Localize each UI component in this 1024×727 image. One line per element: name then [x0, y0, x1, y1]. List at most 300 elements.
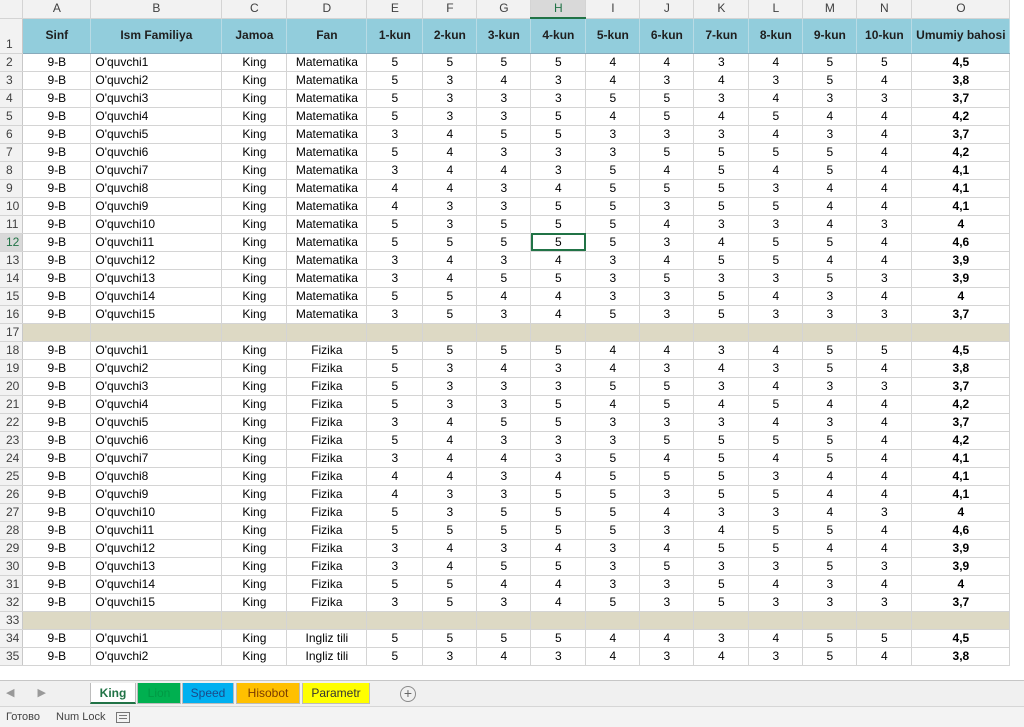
- grid-cell[interactable]: 5: [531, 269, 586, 287]
- total-score-cell[interactable]: 4,5: [912, 53, 1010, 71]
- column-title-cell[interactable]: 8-kun: [749, 18, 803, 53]
- grid-cell[interactable]: 4: [694, 521, 749, 539]
- total-score-cell[interactable]: 3,8: [912, 71, 1010, 89]
- total-score-cell[interactable]: 3,7: [912, 125, 1010, 143]
- grid-cell[interactable]: 5: [586, 449, 640, 467]
- grid-cell[interactable]: 3: [694, 413, 749, 431]
- grid-cell[interactable]: 4: [749, 287, 803, 305]
- grid-cell[interactable]: 3: [531, 89, 586, 107]
- grid-cell[interactable]: 5: [694, 431, 749, 449]
- grid-cell[interactable]: 5: [423, 593, 477, 611]
- grid-cell[interactable]: 3: [857, 215, 912, 233]
- grid-cell[interactable]: King: [222, 233, 287, 251]
- grid-cell[interactable]: Fizika: [287, 449, 367, 467]
- grid-cell[interactable]: King: [222, 89, 287, 107]
- grid-cell[interactable]: 5: [423, 233, 477, 251]
- grid-cell[interactable]: 4: [857, 647, 912, 665]
- grid-cell[interactable]: King: [222, 287, 287, 305]
- separator-cell[interactable]: [640, 323, 694, 341]
- total-score-cell[interactable]: 4: [912, 287, 1010, 305]
- row-header[interactable]: 6: [0, 125, 23, 143]
- column-header[interactable]: B: [91, 0, 222, 18]
- grid-cell[interactable]: 9-B: [23, 143, 91, 161]
- separator-cell[interactable]: [586, 611, 640, 629]
- grid-cell[interactable]: 5: [531, 215, 586, 233]
- column-header[interactable]: G: [477, 0, 531, 18]
- total-score-cell[interactable]: 3,7: [912, 377, 1010, 395]
- total-score-cell[interactable]: 3,9: [912, 269, 1010, 287]
- grid-cell[interactable]: 3: [477, 143, 531, 161]
- grid-cell[interactable]: Matematika: [287, 251, 367, 269]
- grid-cell[interactable]: 3: [586, 539, 640, 557]
- grid-cell[interactable]: 4: [857, 431, 912, 449]
- grid-cell[interactable]: Matematika: [287, 107, 367, 125]
- grid-cell[interactable]: 5: [531, 629, 586, 647]
- grid-cell[interactable]: 5: [367, 431, 423, 449]
- student-name-cell[interactable]: O'quvchi6: [91, 143, 222, 161]
- grid-cell[interactable]: 4: [857, 575, 912, 593]
- column-title-cell[interactable]: 9-kun: [803, 18, 857, 53]
- grid-cell[interactable]: 4: [749, 341, 803, 359]
- grid-cell[interactable]: 3: [694, 341, 749, 359]
- student-name-cell[interactable]: O'quvchi2: [91, 71, 222, 89]
- grid-cell[interactable]: King: [222, 395, 287, 413]
- student-name-cell[interactable]: O'quvchi5: [91, 413, 222, 431]
- grid-cell[interactable]: 5: [694, 575, 749, 593]
- separator-cell[interactable]: [803, 611, 857, 629]
- grid-cell[interactable]: 4: [531, 179, 586, 197]
- grid-cell[interactable]: 3: [803, 593, 857, 611]
- grid-cell[interactable]: 3: [640, 233, 694, 251]
- grid-cell[interactable]: 5: [367, 143, 423, 161]
- grid-cell[interactable]: 5: [694, 197, 749, 215]
- student-name-cell[interactable]: O'quvchi1: [91, 629, 222, 647]
- grid-cell[interactable]: 3: [640, 521, 694, 539]
- column-header[interactable]: O: [912, 0, 1010, 18]
- separator-cell[interactable]: [222, 611, 287, 629]
- separator-cell[interactable]: [91, 323, 222, 341]
- grid-cell[interactable]: 9-B: [23, 107, 91, 125]
- grid-cell[interactable]: Matematika: [287, 179, 367, 197]
- column-title-cell[interactable]: 5-kun: [586, 18, 640, 53]
- row-header[interactable]: 30: [0, 557, 23, 575]
- grid-cell[interactable]: 5: [803, 359, 857, 377]
- grid-cell[interactable]: King: [222, 125, 287, 143]
- student-name-cell[interactable]: O'quvchi8: [91, 467, 222, 485]
- grid-cell[interactable]: 3: [803, 377, 857, 395]
- column-header[interactable]: D: [287, 0, 367, 18]
- total-score-cell[interactable]: 4,2: [912, 107, 1010, 125]
- separator-cell[interactable]: [912, 611, 1010, 629]
- grid-cell[interactable]: 5: [694, 179, 749, 197]
- grid-cell[interactable]: 4: [803, 251, 857, 269]
- grid-cell[interactable]: 9-B: [23, 575, 91, 593]
- student-name-cell[interactable]: O'quvchi4: [91, 395, 222, 413]
- grid-cell[interactable]: 3: [694, 269, 749, 287]
- grid-cell[interactable]: 4: [857, 413, 912, 431]
- row-header[interactable]: 11: [0, 215, 23, 233]
- grid-cell[interactable]: Matematika: [287, 197, 367, 215]
- grid-cell[interactable]: 5: [640, 143, 694, 161]
- grid-cell[interactable]: 5: [749, 233, 803, 251]
- grid-cell[interactable]: 4: [749, 53, 803, 71]
- grid-cell[interactable]: Fizika: [287, 341, 367, 359]
- grid-cell[interactable]: 4: [803, 539, 857, 557]
- row-header[interactable]: 12: [0, 233, 23, 251]
- grid-cell[interactable]: 9-B: [23, 395, 91, 413]
- grid-cell[interactable]: 5: [477, 503, 531, 521]
- grid-cell[interactable]: 3: [477, 377, 531, 395]
- grid-cell[interactable]: Ingliz tili: [287, 629, 367, 647]
- grid-cell[interactable]: 9-B: [23, 125, 91, 143]
- grid-cell[interactable]: 5: [749, 395, 803, 413]
- row-header[interactable]: 7: [0, 143, 23, 161]
- grid-cell[interactable]: 4: [694, 71, 749, 89]
- grid-cell[interactable]: 4: [694, 359, 749, 377]
- grid-cell[interactable]: 5: [694, 143, 749, 161]
- total-score-cell[interactable]: 4,5: [912, 629, 1010, 647]
- row-header[interactable]: 3: [0, 71, 23, 89]
- grid-cell[interactable]: 5: [531, 503, 586, 521]
- grid-cell[interactable]: King: [222, 305, 287, 323]
- grid-cell[interactable]: King: [222, 53, 287, 71]
- grid-cell[interactable]: 5: [640, 557, 694, 575]
- grid-cell[interactable]: 4: [367, 467, 423, 485]
- grid-cell[interactable]: 3: [640, 125, 694, 143]
- grid-cell[interactable]: 4: [640, 215, 694, 233]
- grid-cell[interactable]: 5: [477, 125, 531, 143]
- grid-cell[interactable]: 4: [640, 161, 694, 179]
- grid-cell[interactable]: King: [222, 269, 287, 287]
- grid-cell[interactable]: 4: [477, 161, 531, 179]
- grid-cell[interactable]: 4: [477, 287, 531, 305]
- grid-cell[interactable]: 5: [803, 629, 857, 647]
- grid-cell[interactable]: 4: [803, 485, 857, 503]
- grid-cell[interactable]: 4: [749, 377, 803, 395]
- grid-cell[interactable]: King: [222, 251, 287, 269]
- grid-cell[interactable]: 5: [477, 53, 531, 71]
- grid-cell[interactable]: 4: [477, 71, 531, 89]
- grid-cell[interactable]: 3: [423, 107, 477, 125]
- grid-cell[interactable]: 3: [749, 503, 803, 521]
- grid-cell[interactable]: 5: [367, 359, 423, 377]
- total-score-cell[interactable]: 3,7: [912, 593, 1010, 611]
- grid-cell[interactable]: 3: [586, 251, 640, 269]
- grid-cell[interactable]: 3: [857, 557, 912, 575]
- grid-cell[interactable]: 5: [803, 521, 857, 539]
- grid-cell[interactable]: 5: [640, 107, 694, 125]
- row-header[interactable]: 10: [0, 197, 23, 215]
- total-score-cell[interactable]: 3,8: [912, 647, 1010, 665]
- separator-cell[interactable]: [749, 323, 803, 341]
- grid-cell[interactable]: 5: [423, 629, 477, 647]
- grid-cell[interactable]: 3: [694, 629, 749, 647]
- grid-cell[interactable]: Fizika: [287, 557, 367, 575]
- row-header[interactable]: 23: [0, 431, 23, 449]
- grid-cell[interactable]: 5: [531, 341, 586, 359]
- grid-cell[interactable]: 5: [367, 647, 423, 665]
- grid-cell[interactable]: 3: [423, 71, 477, 89]
- grid-cell[interactable]: Matematika: [287, 161, 367, 179]
- grid-cell[interactable]: 3: [477, 305, 531, 323]
- grid-cell[interactable]: Fizika: [287, 521, 367, 539]
- grid-cell[interactable]: 4: [586, 395, 640, 413]
- grid-cell[interactable]: 4: [477, 575, 531, 593]
- grid-cell[interactable]: 3: [367, 125, 423, 143]
- grid-cell[interactable]: 3: [803, 89, 857, 107]
- row-header[interactable]: 22: [0, 413, 23, 431]
- grid-cell[interactable]: 4: [857, 197, 912, 215]
- column-header[interactable]: M: [803, 0, 857, 18]
- grid-cell[interactable]: 4: [749, 89, 803, 107]
- total-score-cell[interactable]: 4,2: [912, 395, 1010, 413]
- grid-cell[interactable]: 4: [531, 539, 586, 557]
- grid-cell[interactable]: 3: [477, 485, 531, 503]
- grid-cell[interactable]: 3: [749, 269, 803, 287]
- student-name-cell[interactable]: O'quvchi13: [91, 557, 222, 575]
- grid-cell[interactable]: 5: [367, 89, 423, 107]
- grid-cell[interactable]: 4: [423, 179, 477, 197]
- grid-cell[interactable]: 5: [586, 89, 640, 107]
- grid-cell[interactable]: 9-B: [23, 521, 91, 539]
- grid-cell[interactable]: 4: [531, 251, 586, 269]
- grid-cell[interactable]: 3: [477, 197, 531, 215]
- grid-cell[interactable]: 3: [640, 593, 694, 611]
- grid-cell[interactable]: 4: [694, 233, 749, 251]
- total-score-cell[interactable]: 3,7: [912, 305, 1010, 323]
- grid-cell[interactable]: 5: [640, 89, 694, 107]
- grid-cell[interactable]: 5: [694, 251, 749, 269]
- grid-cell[interactable]: 9-B: [23, 269, 91, 287]
- grid-cell[interactable]: 9-B: [23, 449, 91, 467]
- total-score-cell[interactable]: 4,1: [912, 485, 1010, 503]
- grid-cell[interactable]: King: [222, 71, 287, 89]
- total-score-cell[interactable]: 4,1: [912, 197, 1010, 215]
- grid-cell[interactable]: 4: [857, 107, 912, 125]
- grid-cell[interactable]: 3: [694, 125, 749, 143]
- row-header[interactable]: 24: [0, 449, 23, 467]
- grid-cell[interactable]: 9-B: [23, 467, 91, 485]
- grid-cell[interactable]: Matematika: [287, 269, 367, 287]
- grid-cell[interactable]: 4: [531, 593, 586, 611]
- grid-cell[interactable]: 5: [477, 557, 531, 575]
- separator-cell[interactable]: [586, 323, 640, 341]
- grid-cell[interactable]: 9-B: [23, 647, 91, 665]
- grid-cell[interactable]: 9-B: [23, 179, 91, 197]
- grid-cell[interactable]: 3: [694, 377, 749, 395]
- student-name-cell[interactable]: O'quvchi9: [91, 197, 222, 215]
- separator-cell[interactable]: [803, 323, 857, 341]
- grid-cell[interactable]: 5: [586, 197, 640, 215]
- grid-cell[interactable]: 3: [803, 287, 857, 305]
- row-header[interactable]: 16: [0, 305, 23, 323]
- grid-cell[interactable]: 4: [423, 161, 477, 179]
- grid-cell[interactable]: 5: [586, 503, 640, 521]
- column-header[interactable]: F: [423, 0, 477, 18]
- column-title-cell[interactable]: 6-kun: [640, 18, 694, 53]
- select-all-corner[interactable]: [0, 0, 23, 18]
- total-score-cell[interactable]: 4: [912, 575, 1010, 593]
- grid-cell[interactable]: 3: [477, 431, 531, 449]
- student-name-cell[interactable]: O'quvchi12: [91, 539, 222, 557]
- grid-cell[interactable]: King: [222, 467, 287, 485]
- grid-cell[interactable]: 9-B: [23, 197, 91, 215]
- grid-cell[interactable]: 3: [477, 179, 531, 197]
- grid-cell[interactable]: 3: [367, 269, 423, 287]
- grid-cell[interactable]: 3: [857, 503, 912, 521]
- grid-cell[interactable]: 4: [423, 269, 477, 287]
- grid-cell[interactable]: King: [222, 431, 287, 449]
- grid-cell[interactable]: 5: [803, 143, 857, 161]
- grid-cell[interactable]: 3: [423, 377, 477, 395]
- grid-cell[interactable]: 5: [367, 521, 423, 539]
- grid-cell[interactable]: 9-B: [23, 413, 91, 431]
- grid-cell[interactable]: 3: [640, 287, 694, 305]
- separator-cell[interactable]: [91, 611, 222, 629]
- grid-cell[interactable]: King: [222, 107, 287, 125]
- grid-cell[interactable]: Matematika: [287, 287, 367, 305]
- grid-cell[interactable]: 9-B: [23, 341, 91, 359]
- separator-cell[interactable]: [222, 323, 287, 341]
- total-score-cell[interactable]: 4,5: [912, 341, 1010, 359]
- grid-cell[interactable]: 4: [367, 179, 423, 197]
- grid-cell[interactable]: 9-B: [23, 287, 91, 305]
- grid-cell[interactable]: 4: [531, 575, 586, 593]
- grid-cell[interactable]: 3: [586, 287, 640, 305]
- total-score-cell[interactable]: 3,9: [912, 251, 1010, 269]
- grid-cell[interactable]: 4: [857, 161, 912, 179]
- total-score-cell[interactable]: 4,1: [912, 449, 1010, 467]
- grid-cell[interactable]: 3: [857, 377, 912, 395]
- sheet-tab-speed[interactable]: Speed: [182, 683, 234, 704]
- grid-cell[interactable]: King: [222, 593, 287, 611]
- grid-cell[interactable]: 4: [423, 431, 477, 449]
- grid-cell[interactable]: Fizika: [287, 395, 367, 413]
- grid-cell[interactable]: 4: [640, 449, 694, 467]
- grid-cell[interactable]: 5: [531, 107, 586, 125]
- grid-cell[interactable]: 3: [586, 557, 640, 575]
- grid-cell[interactable]: 3: [367, 449, 423, 467]
- student-name-cell[interactable]: O'quvchi8: [91, 179, 222, 197]
- grid-cell[interactable]: 3: [749, 71, 803, 89]
- grid-cell[interactable]: 3: [531, 377, 586, 395]
- row-header[interactable]: 14: [0, 269, 23, 287]
- separator-cell[interactable]: [367, 323, 423, 341]
- grid-cell[interactable]: 5: [803, 431, 857, 449]
- grid-cell[interactable]: 5: [477, 413, 531, 431]
- student-name-cell[interactable]: O'quvchi2: [91, 359, 222, 377]
- grid-cell[interactable]: 5: [694, 485, 749, 503]
- grid-cell[interactable]: 4: [531, 305, 586, 323]
- grid-cell[interactable]: 5: [749, 143, 803, 161]
- grid-cell[interactable]: Matematika: [287, 89, 367, 107]
- total-score-cell[interactable]: 4: [912, 215, 1010, 233]
- grid-cell[interactable]: 3: [803, 305, 857, 323]
- grid-cell[interactable]: 4: [423, 539, 477, 557]
- grid-cell[interactable]: 3: [423, 215, 477, 233]
- grid-cell[interactable]: 5: [367, 629, 423, 647]
- separator-cell[interactable]: [857, 611, 912, 629]
- total-score-cell[interactable]: 3,7: [912, 89, 1010, 107]
- grid-cell[interactable]: King: [222, 161, 287, 179]
- grid-cell[interactable]: 4: [586, 647, 640, 665]
- grid-cell[interactable]: 5: [640, 395, 694, 413]
- separator-cell[interactable]: [23, 323, 91, 341]
- sheet-tab-king[interactable]: King: [90, 683, 136, 704]
- grid-cell[interactable]: Fizika: [287, 539, 367, 557]
- separator-cell[interactable]: [531, 611, 586, 629]
- grid-cell[interactable]: 5: [423, 341, 477, 359]
- total-score-cell[interactable]: 4,6: [912, 233, 1010, 251]
- grid-cell[interactable]: 4: [803, 395, 857, 413]
- grid-cell[interactable]: 5: [367, 233, 423, 251]
- grid-cell[interactable]: 9-B: [23, 485, 91, 503]
- grid-cell[interactable]: 5: [803, 53, 857, 71]
- grid-cell[interactable]: 3: [803, 575, 857, 593]
- grid-cell[interactable]: Fizika: [287, 485, 367, 503]
- grid-cell[interactable]: King: [222, 539, 287, 557]
- grid-cell[interactable]: 5: [803, 341, 857, 359]
- grid-cell[interactable]: 5: [367, 575, 423, 593]
- grid-cell[interactable]: 3: [640, 305, 694, 323]
- grid-cell[interactable]: 5: [531, 557, 586, 575]
- row-header[interactable]: 26: [0, 485, 23, 503]
- grid-cell[interactable]: 4: [640, 53, 694, 71]
- grid-cell[interactable]: 5: [694, 593, 749, 611]
- grid-cell[interactable]: 3: [857, 593, 912, 611]
- grid-cell[interactable]: 4: [803, 107, 857, 125]
- grid-cell[interactable]: 3: [367, 413, 423, 431]
- grid-cell[interactable]: 5: [423, 287, 477, 305]
- grid-cell[interactable]: 4: [423, 467, 477, 485]
- grid-cell[interactable]: 5: [803, 71, 857, 89]
- grid-cell[interactable]: 4: [857, 467, 912, 485]
- column-title-cell[interactable]: 10-kun: [857, 18, 912, 53]
- grid-cell[interactable]: 3: [857, 269, 912, 287]
- column-header[interactable]: J: [640, 0, 694, 18]
- grid-cell[interactable]: 4: [477, 647, 531, 665]
- grid-cell[interactable]: 3: [531, 647, 586, 665]
- grid-cell[interactable]: 5: [694, 467, 749, 485]
- grid-cell[interactable]: 3: [803, 125, 857, 143]
- grid-cell[interactable]: 5: [640, 179, 694, 197]
- grid-cell[interactable]: 4: [857, 251, 912, 269]
- grid-cell[interactable]: 5: [586, 521, 640, 539]
- grid-cell[interactable]: 3: [694, 53, 749, 71]
- row-header[interactable]: 20: [0, 377, 23, 395]
- row-header[interactable]: 4: [0, 89, 23, 107]
- row-header[interactable]: 28: [0, 521, 23, 539]
- grid-cell[interactable]: 5: [586, 377, 640, 395]
- grid-cell[interactable]: King: [222, 575, 287, 593]
- column-header[interactable]: C: [222, 0, 287, 18]
- grid-cell[interactable]: 4: [803, 179, 857, 197]
- grid-cell[interactable]: 4: [857, 143, 912, 161]
- row-header[interactable]: 15: [0, 287, 23, 305]
- grid-cell[interactable]: 5: [749, 539, 803, 557]
- separator-cell[interactable]: [477, 611, 531, 629]
- grid-cell[interactable]: 4: [803, 215, 857, 233]
- grid-cell[interactable]: 5: [477, 341, 531, 359]
- grid-cell[interactable]: King: [222, 521, 287, 539]
- grid-cell[interactable]: 4: [586, 107, 640, 125]
- grid-cell[interactable]: 5: [586, 305, 640, 323]
- grid-cell[interactable]: King: [222, 449, 287, 467]
- grid-cell[interactable]: 3: [640, 71, 694, 89]
- grid-cell[interactable]: 9-B: [23, 629, 91, 647]
- grid-cell[interactable]: 3: [477, 107, 531, 125]
- grid-cell[interactable]: 9-B: [23, 53, 91, 71]
